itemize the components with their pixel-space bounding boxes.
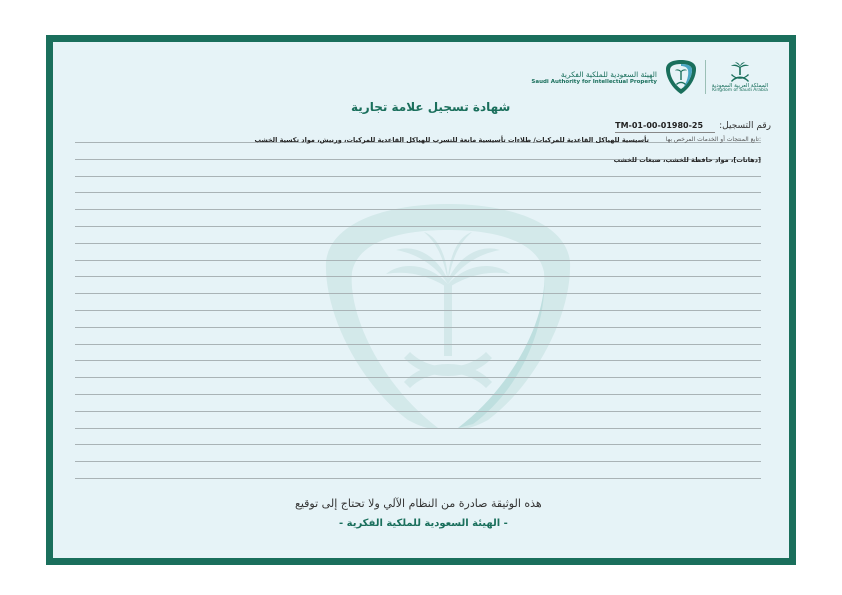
ruled-line: [75, 478, 761, 479]
ruled-line: [75, 226, 761, 227]
registration-number: TM-01-00-01980-25: [615, 121, 704, 130]
ruled-line: [75, 293, 761, 294]
ksa-name-en: Kingdom of Saudi Arabia: [712, 87, 768, 93]
footer-org: - الهيئة السعودية للملكية الفكرية -: [339, 518, 508, 529]
ruled-line: [75, 209, 761, 210]
footer-note: هذه الوثيقة صادرة من النظام الآلي ولا تحتاج إلى توقيع: [295, 497, 542, 510]
goods-label: تابع المنتجات أو الخدمات المرخص بها:: [665, 136, 761, 143]
ruled-line: [75, 411, 761, 412]
registration-line: [615, 113, 715, 133]
saip-text: [531, 70, 657, 85]
ruled-line: [75, 192, 761, 193]
ruled-line: [75, 344, 761, 345]
saip-shield-emblem-icon: [664, 58, 698, 96]
ruled-line: [75, 310, 761, 311]
ruled-line: [75, 444, 761, 445]
ruled-line: [75, 327, 761, 328]
ruled-lines: [75, 142, 761, 478]
ruled-line: [75, 360, 761, 361]
ruled-line: [75, 176, 761, 177]
registration-label: رقم التسجيل:: [719, 121, 771, 131]
ruled-line: [75, 394, 761, 395]
certificate-body: [53, 42, 789, 558]
ruled-line: [75, 461, 761, 462]
certificate-title: شهادة تسجيل علامة تجارية: [351, 100, 511, 114]
ruled-line: [75, 428, 761, 429]
certificate-frame: [46, 35, 796, 565]
ruled-line: [75, 377, 761, 378]
registration-row: [615, 113, 771, 133]
ruled-line: [75, 243, 761, 244]
goods-text-line-1: تأسيسية للهياكل القاعدية للمركبات/ طلاءات تأسيسية مانعة للتسرب للهياكل القاعدية للمركبات، ورنيش، مواد تكسية الخشب: [254, 136, 649, 144]
saip-name-en: Saudi Authority for Intellectual Property: [531, 78, 657, 85]
saip-name-ar: الهيئة السعودية للملكية الفكرية: [560, 69, 657, 79]
ksa-logo: [713, 61, 767, 94]
ruled-line: [75, 260, 761, 261]
palm-swords-emblem-icon: [728, 61, 752, 83]
goods-text-line-2: [دهانات]، مواد حافظة للخشب، صبغات للخشب: [613, 156, 761, 164]
logo-divider: [705, 60, 706, 94]
ksa-name-ar: المملكة العربية السعودية: [711, 82, 769, 89]
ruled-line: [75, 276, 761, 277]
header-logos: [531, 54, 767, 100]
